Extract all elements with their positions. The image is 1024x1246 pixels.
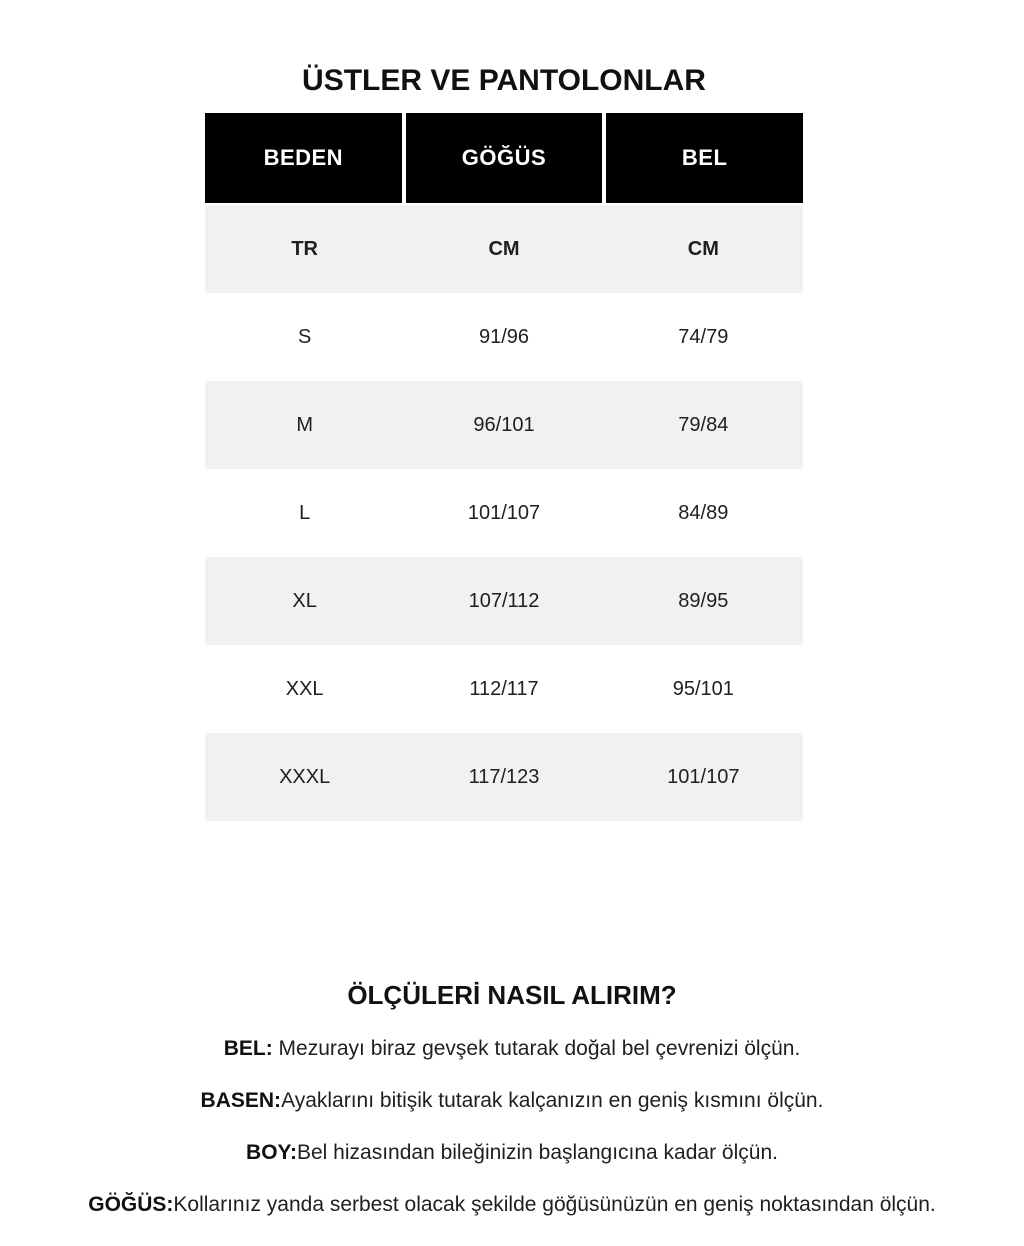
guide-label: GÖĞÜS: [88, 1193, 174, 1216]
unit-cell-size: TR [291, 237, 318, 260]
column-header-gogus: GÖĞÜS [406, 113, 603, 203]
guide-heading: ÖLÇÜLERİ NASIL ALIRIM? [347, 980, 677, 1010]
guide-text: Ayaklarını bitişik tutarak kalçanızın en geniş kısmını ölçün. [281, 1089, 824, 1112]
chest-cell: 117/123 [468, 765, 540, 788]
guide-text: Bel hizasından bileğinizin başlangıcına kadar ölçün. [296, 1141, 778, 1164]
chest-cell: 112/117 [469, 677, 539, 700]
table-row-xl [205, 557, 803, 645]
measurement-guide [8, 980, 1016, 1246]
waist-cell: 74/79 [678, 325, 729, 348]
guide-text: Kollarınız yanda serbest olacak şekilde göğüsünüzün en geniş noktasından ölçün. [173, 1193, 936, 1216]
chest-cell: 96/101 [473, 413, 535, 436]
unit-cell-chest: CM [488, 237, 520, 260]
guide-item-basen [8, 1090, 1016, 1112]
table-row-xxl [205, 645, 803, 733]
guide-label: BASEN: [200, 1089, 282, 1112]
chest-cell: 91/96 [478, 325, 530, 348]
table-row-m [205, 381, 803, 469]
column-header-beden: BEDEN [205, 113, 402, 203]
waist-cell: 95/101 [672, 677, 734, 700]
table-row-xxxl [205, 733, 803, 821]
table-row-l [205, 469, 803, 557]
size-cell: XL [292, 589, 317, 612]
size-cell: S [297, 325, 312, 348]
guide-item-bel [8, 1038, 1016, 1060]
waist-cell: 89/95 [678, 589, 729, 612]
unit-cell-waist: CM [687, 237, 719, 260]
size-cell: XXL [285, 677, 324, 700]
size-cell: XXXL [279, 765, 331, 788]
size-cell: M [296, 413, 313, 436]
guide-item-gogus [8, 1194, 1016, 1216]
guide-text: Mezurayı biraz gevşek tutarak doğal bel çevrenizi ölçün. [272, 1037, 801, 1060]
guide-item-boy [8, 1142, 1016, 1164]
guide-label: BOY: [246, 1141, 297, 1164]
chest-cell: 101/107 [467, 501, 541, 524]
waist-cell: 79/84 [678, 413, 729, 436]
waist-cell: 101/107 [667, 765, 740, 788]
chest-cell: 107/112 [468, 589, 540, 612]
guide-label: BEL: [223, 1037, 273, 1060]
size-cell: L [299, 501, 311, 524]
page-title: ÜSTLER VE PANTOLONLAR [302, 64, 706, 97]
column-header-bel: BEL [606, 113, 803, 203]
size-table-header-row [205, 113, 803, 203]
waist-cell: 84/89 [678, 501, 729, 524]
units-row [205, 205, 803, 293]
table-row-s [205, 293, 803, 381]
size-table [205, 113, 803, 821]
